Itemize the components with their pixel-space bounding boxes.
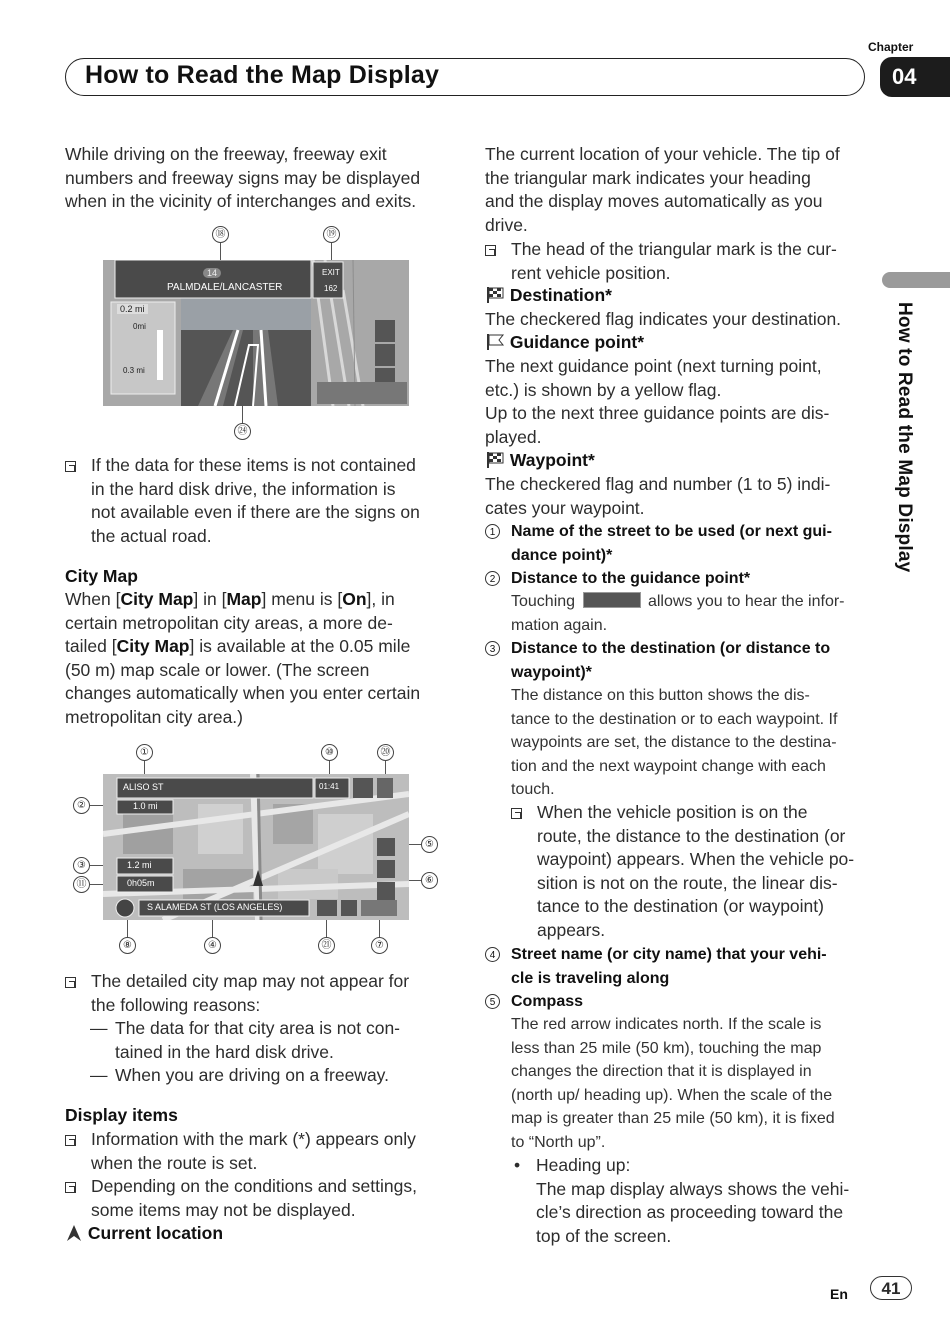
waypoint-description: The checkered flag and number (1 to 5) indi- cates your waypoint. — [485, 474, 831, 518]
destination-description: The checkered flag indicates your destination. — [485, 309, 842, 329]
arrival-time-text: 0h05m — [127, 878, 155, 888]
item-2-description: Touching allows you to hear the infor- mation again. — [511, 593, 845, 634]
page-number: 41 — [870, 1276, 912, 1300]
item-number: 5 — [485, 994, 500, 1009]
callout-1: ① — [136, 744, 153, 761]
city-map-screen — [103, 774, 409, 920]
distance-button-thumbnail — [583, 592, 641, 608]
callout-2: ② — [73, 797, 90, 814]
item-number: 2 — [485, 571, 500, 586]
callout-5: ⑤ — [421, 836, 438, 853]
city-map-graphic — [103, 774, 409, 920]
item-3-description: The distance on this button shows the dis- tance to the destination or to each waypoint. If waypoints are set, the distance to the destina- tion and the next waypoint change with each touch. — [511, 687, 838, 799]
callout-24: ㉔ — [234, 423, 251, 440]
note-checkbox-icon — [65, 1135, 76, 1146]
city-map-heading: City Map — [65, 566, 138, 586]
distance-bottom: 0.3 mi — [123, 366, 145, 375]
street-name-text: ALISO ST — [123, 782, 164, 792]
exit-number: 162 — [324, 284, 338, 293]
chapter-number-badge: 04 — [880, 57, 950, 97]
callout-10: ⑩ — [321, 744, 338, 761]
route-shield: 14 — [203, 268, 221, 278]
note-checkbox-icon — [65, 1182, 76, 1193]
note-checkbox-icon — [485, 245, 496, 256]
current-location-paragraph: The current location of your vehicle. The tip of the triangular mark indicates your heading and the display moves automatically as you drive. — [485, 144, 840, 235]
callout-19: ⑲ — [323, 226, 340, 243]
freeway-sign-text: PALMDALE/LANCASTER — [167, 282, 283, 293]
intro-paragraph: While driving on the freeway, freeway exit numbers and freeway signs may be displayed when in the vicinity of interchanges and exits. — [65, 144, 421, 212]
callout-8: ⑧ — [119, 937, 136, 954]
page-title: How to Read the Map Display — [85, 61, 440, 89]
callout-21: ㉑ — [318, 937, 335, 954]
side-section-title: How to Read the Map Display — [894, 302, 915, 573]
city-map-paragraph: When [City Map] in [Map] menu is [On], in certain metropolitan city areas, a more de- tailed [City Map] is available at the 0.05 mile (50 m) map scale or lower. (The screen changes automatically when you enter certain metropolitan city area.) — [65, 589, 421, 727]
item-number: 1 — [485, 524, 500, 539]
clock-text: 01:41 — [319, 782, 340, 791]
waypoint-heading: Waypoint* — [485, 449, 595, 473]
distance-top: 0.2 mi — [117, 304, 148, 314]
display-items-heading: Display items — [65, 1105, 178, 1125]
guidance-point-description: The next guidance point (next turning point, etc.) is shown by a yellow flag. Up to the next three guidance points are dis- played. — [485, 356, 830, 447]
freeway-map-screen — [103, 260, 409, 406]
callout-3: ③ — [73, 857, 90, 874]
current-street-text: S ALAMEDA ST (LOS ANGELES) — [147, 902, 283, 912]
current-location-heading: Current location — [65, 1222, 223, 1246]
item-5-description: The red arrow indicates north. If the scale is less than 25 mile (50 km), touching the map changes the direction that it is displayed in (north up/ heading up). When the scale of the map is greater than 25 mile (50 km), it is fixed to “North up”. — [511, 1016, 835, 1151]
callout-7: ⑦ — [371, 937, 388, 954]
destination-heading: Destination* — [485, 284, 612, 308]
callout-20: ⑳ — [377, 744, 394, 761]
note-checkbox-icon — [511, 808, 522, 819]
waypoint-flag-icon — [485, 451, 505, 469]
distance-mid: 0mi — [133, 322, 146, 331]
callout-18: ⑱ — [212, 226, 229, 243]
note-checkbox-icon — [65, 461, 76, 472]
item-number: 3 — [485, 641, 500, 656]
destination-distance-text: 1.2 mi — [127, 860, 152, 870]
guidance-point-heading: Guidance point* — [485, 331, 644, 355]
vehicle-arrow-icon — [65, 1224, 83, 1242]
language-label: En — [830, 1286, 848, 1302]
chapter-label: Chapter — [868, 40, 914, 54]
callout-6: ⑥ — [421, 872, 438, 889]
callout-4: ④ — [204, 937, 221, 954]
note-checkbox-icon — [65, 977, 76, 988]
guidance-distance-text: 1.0 mi — [133, 801, 158, 811]
checkered-flag-icon — [485, 286, 505, 304]
item-number: 4 — [485, 947, 500, 962]
yellow-flag-icon — [485, 333, 505, 351]
callout-11: ⑪ — [73, 876, 90, 893]
side-tab-marker — [882, 272, 950, 288]
exit-label: EXIT — [322, 268, 340, 277]
